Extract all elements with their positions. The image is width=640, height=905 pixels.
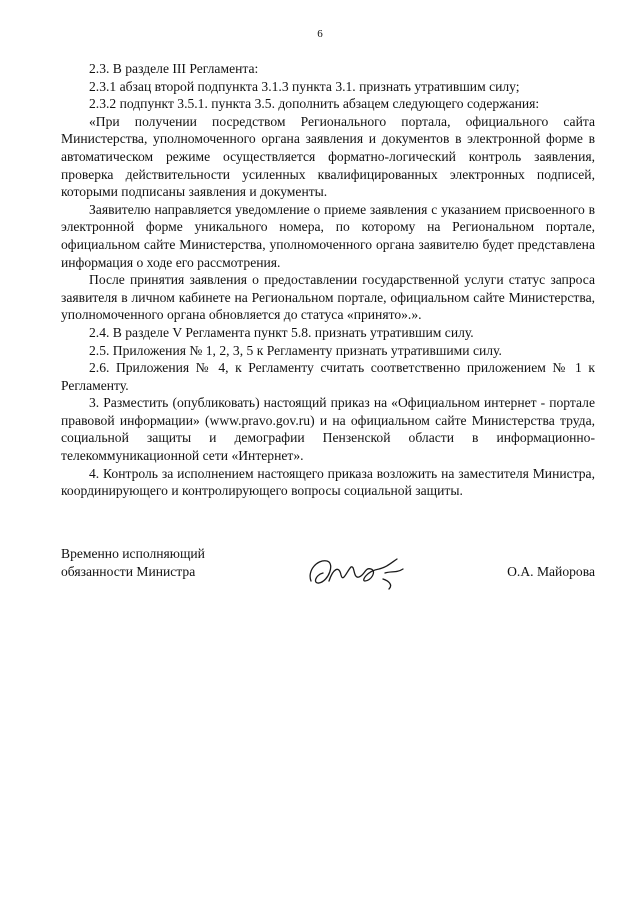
paragraph-2-3-1: 2.3.1 абзац второй подпункта 3.1.3 пункта 3.1. признать утратившим силу; <box>89 78 520 94</box>
page-number: 6 <box>317 28 323 40</box>
paragraph-2-6: 2.6. Приложения № 4, к Регламенту считать соответственно приложением № 1 к Регламенту. <box>61 360 595 393</box>
paragraph-4: 4. Контроль за исполнением настоящего приказа возложить на заместителя Министра, координирующего и контролирующего вопросы социальной защиты. <box>61 465 595 499</box>
signer-position <box>61 545 205 581</box>
signer-position-line2: обязанности Министра <box>61 564 196 579</box>
paragraph-2-3-2: 2.3.2 подпункт 3.5.1. пункта 3.5. дополнить абзацем следующего содержания: <box>89 96 540 112</box>
paragraph-quote-2: Заявителю направляется уведомление о приеме заявления с указанием присвоенного в электронной форме уникального номера, по которому на Региональном портале, официальном сайте Министерства, уполномоченного органа заявителю будет представлена информация о ходе его рассмотрения. <box>61 201 595 270</box>
paragraph-2-3: 2.3. В разделе III Регламента: <box>89 61 259 76</box>
paragraph-quote-1: «При получении посредством Регионального портала, официального сайта Министерства, уполномоченного органа заявления и документов в электронной форме в автоматическом режиме осуществляется форматно-логический контроль заявления, проверка действительности усиленных квалифицированных электронных подписей, которыми подписаны заявления и документы. <box>61 113 595 200</box>
signer-position-line1: Временно исполняющий <box>61 546 205 561</box>
signer-name: О.А. Майорова <box>507 564 595 579</box>
paragraph-quote-3: После принятия заявления о предоставлении государственной услуги статус запроса заявителя в личном кабинете на Региональном портале, официальном сайте Министерства, уполномоченного органа обновляется до статуса «принято».». <box>61 272 595 323</box>
paragraph-2-4: 2.4. В разделе V Регламента пункт 5.8. признать утратившим силу. <box>89 324 474 340</box>
paragraph-3: 3. Разместить (опубликовать) настоящий приказ на «Официальном интернет - портале правовой информации» (www.pravo.gov.ru) и на официальном сайте Министерства труда, социальной защиты и демографии Пензенской области в информационно-телекоммуникационной сети «Интернет». <box>61 395 595 464</box>
paragraph-2-5: 2.5. Приложения № 1, 2, 3, 5 к Регламенту признать утратившими силу. <box>89 342 502 358</box>
document-body <box>61 60 595 500</box>
handwritten-signature <box>305 551 415 591</box>
signature-block <box>61 545 595 605</box>
